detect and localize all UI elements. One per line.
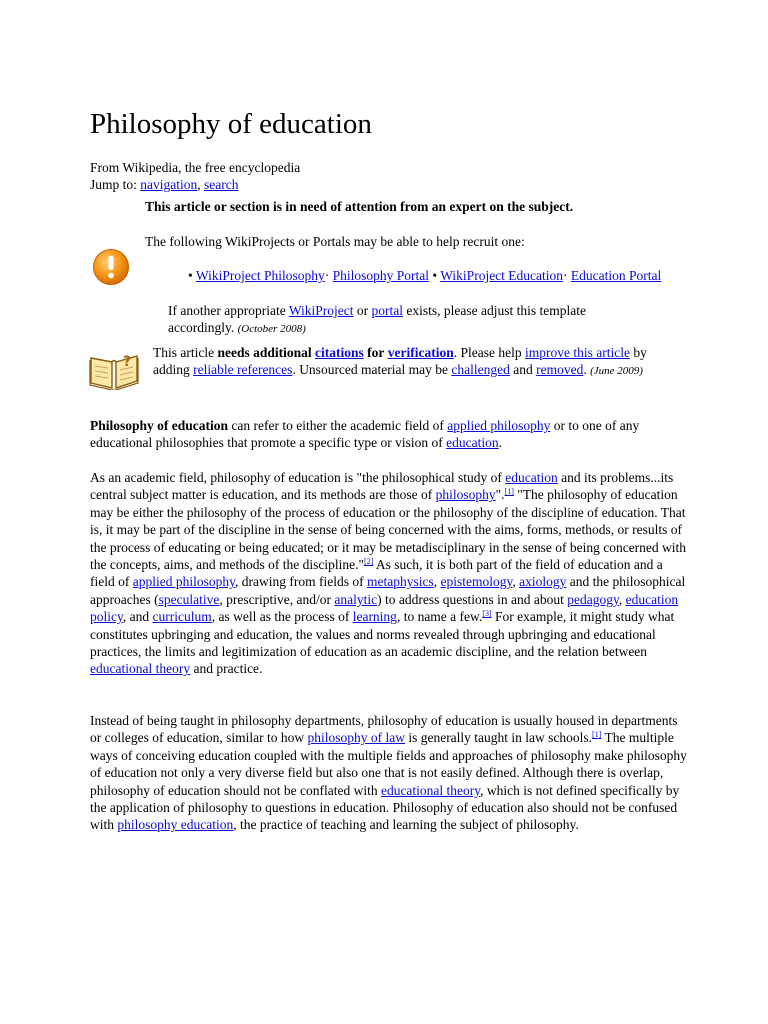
paragraph-text: ". <box>495 487 505 503</box>
reliable-references-link[interactable]: reliable references <box>193 362 293 378</box>
paragraph-text: , <box>618 591 623 607</box>
expert-box-date: (October 2008) <box>237 323 306 336</box>
verification-link[interactable]: verification <box>387 345 454 360</box>
applied-philosophy-link[interactable]: applied philosophy <box>447 418 551 433</box>
expert-box-title: This article or section is in need of attention from an expert on the subject. <box>145 199 574 214</box>
jump-search-link[interactable]: search <box>204 177 239 192</box>
reference-2-link[interactable]: [2] <box>363 557 374 567</box>
education-link[interactable]: education <box>505 470 558 485</box>
jump-navigation-link[interactable]: navigation <box>140 177 198 192</box>
svg-text:?: ? <box>123 354 132 370</box>
paragraph-text: ) to address questions in and about <box>377 591 564 607</box>
axiology-link[interactable]: axiology <box>519 574 567 590</box>
paragraph-text: can refer to either the academic field of <box>231 418 444 433</box>
paragraph-text: and its problems...its central subject matter is education, and its methods are those of <box>90 470 674 503</box>
portal-link[interactable]: portal <box>371 303 404 318</box>
paragraph-text: , and <box>122 609 150 625</box>
cite-text: and <box>513 362 533 378</box>
from-wikipedia-line: From Wikipedia, the free encyclopedia <box>90 160 301 175</box>
paragraph-text: , as well as the process of <box>211 609 350 625</box>
challenged-link[interactable]: challenged <box>451 362 510 378</box>
paragraph-text: For example, it might study what constitutes upbringing and education, the values and norms revealed through upbringing and educational practices, the limits and legitimization of education as an academic discipline, and the relation between <box>90 609 675 660</box>
philosophy-of-law-link[interactable]: philosophy of law <box>307 730 405 746</box>
paragraph-text: and practice. <box>193 661 263 677</box>
paragraph-academic-field <box>90 469 690 678</box>
paragraph-text: , to name a few. <box>396 609 483 625</box>
expert-box-note <box>168 302 648 339</box>
paragraph-text: and the philosophical approaches ( <box>90 574 686 607</box>
reference-1-link[interactable]: [1] <box>504 487 514 497</box>
paragraph-text: As an academic field, philosophy of education is "the philosophical study of <box>90 470 502 485</box>
speculative-link[interactable]: speculative <box>158 591 220 607</box>
separator-bullet: • <box>432 268 438 283</box>
education-policy-link[interactable]: education policy <box>90 591 679 625</box>
cite-bold-text: needs additional <box>217 345 312 360</box>
note-text: exists, please adjust this template accordingly. <box>168 303 587 336</box>
note-text: If another appropriate <box>168 303 286 318</box>
removed-link[interactable]: removed <box>536 362 584 378</box>
education-portal-link[interactable]: Education Portal <box>570 268 662 283</box>
epistemology-link[interactable]: epistemology <box>440 574 513 590</box>
paragraph-text: , drawing from fields of <box>235 574 364 590</box>
educational-theory-link[interactable]: educational theory <box>380 782 481 798</box>
analytic-link[interactable]: analytic <box>334 591 378 607</box>
cite-text: by adding <box>153 345 647 378</box>
paragraph-text: , prescriptive, and/or <box>219 591 332 607</box>
book-question-icon <box>88 348 140 390</box>
improve-article-link[interactable]: improve this article <box>524 345 630 360</box>
paragraph-text: As such, it is both part of the field of education and a field of <box>90 557 663 590</box>
paragraph-text: , <box>433 574 438 590</box>
cite-bold-text: for <box>367 345 385 360</box>
cite-text: . Unsourced material may be <box>292 362 449 378</box>
cite-text: . Please help <box>453 345 522 360</box>
paragraph-text: . <box>498 435 503 451</box>
exclamation-icon <box>92 248 130 286</box>
paragraph-text: The multiple ways of conceiving education coupled with the multiple fields and approaches of philosophy make philosophy of education not only a very diverse field but also one that is not easily defined. Although there is overlap, philosophy of education should not be conflated with <box>90 730 687 798</box>
reference-3-link[interactable]: [3] <box>482 609 492 619</box>
article-subject-bold: Philosophy of education <box>90 418 229 433</box>
paragraph-text: "The philosophy of education may be either the philosophy of the process of education or the philosophy of the discipline of education. That is, it may be part of the discipline in the sense of being concerned with the aims, forms, methods, or results of the process of educating or being educated; or it may be metadisciplinary in the sense of being concerned with the concepts, aims, and methods of the discipline." <box>90 487 687 573</box>
jump-to-line <box>90 176 690 193</box>
wikiproject-philosophy-link[interactable]: WikiProject Philosophy <box>195 268 325 283</box>
wikiproject-link[interactable]: WikiProject <box>288 303 354 318</box>
wikiproject-education-link[interactable]: WikiProject Education <box>440 268 564 283</box>
paragraph-instead <box>90 712 690 834</box>
bullet: • <box>188 268 193 283</box>
philosophy-link[interactable]: philosophy <box>435 487 496 503</box>
expert-box-links <box>188 267 688 284</box>
educational-theory-link[interactable]: educational theory <box>90 661 191 677</box>
pedagogy-link[interactable]: pedagogy <box>567 591 619 607</box>
note-text: or <box>356 303 369 318</box>
page-title: Philosophy of education <box>90 108 372 140</box>
expert-box-intro: The following WikiProjects or Portals may be able to help recruit one: <box>145 234 525 249</box>
paragraph-text: or to one of any educational philosophies that promote a specific type or vision of <box>90 418 640 451</box>
jump-to-label: Jump to: <box>90 177 137 192</box>
cite-text: This article <box>153 345 215 360</box>
reference-1-link[interactable]: [1] <box>592 730 602 740</box>
cite-text: . <box>583 362 587 378</box>
paragraph-intro <box>90 417 690 452</box>
cite-box-date: (June 2009) <box>590 365 643 378</box>
applied-philosophy-link[interactable]: applied philosophy <box>132 574 235 590</box>
paragraph-text: , which is not defined specifically by the application of philosophy to questions in education. Philosophy of education also should not be confused with <box>90 782 680 833</box>
separator-dot: · <box>563 268 568 283</box>
philosophy-portal-link[interactable]: Philosophy Portal <box>332 268 429 283</box>
education-link[interactable]: education <box>446 435 499 451</box>
separator-dot: · <box>324 268 330 283</box>
paragraph-text: is generally taught in law schools. <box>408 730 593 746</box>
jump-separator: , <box>197 177 201 192</box>
citations-link[interactable]: citations <box>315 345 364 360</box>
curriculum-link[interactable]: curriculum <box>152 609 212 625</box>
paragraph-text: , <box>512 574 516 590</box>
learning-link[interactable]: learning <box>352 609 397 625</box>
citation-needed-box <box>153 344 663 381</box>
paragraph-text: Instead of being taught in philosophy departments, philosophy of education is usually housed in departments or colleges of education, similar to how <box>90 713 678 746</box>
metaphysics-link[interactable]: metaphysics <box>366 574 434 590</box>
paragraph-text: , the practice of teaching and learning the subject of philosophy. <box>233 817 579 833</box>
philosophy-education-link[interactable]: philosophy education <box>117 817 234 833</box>
